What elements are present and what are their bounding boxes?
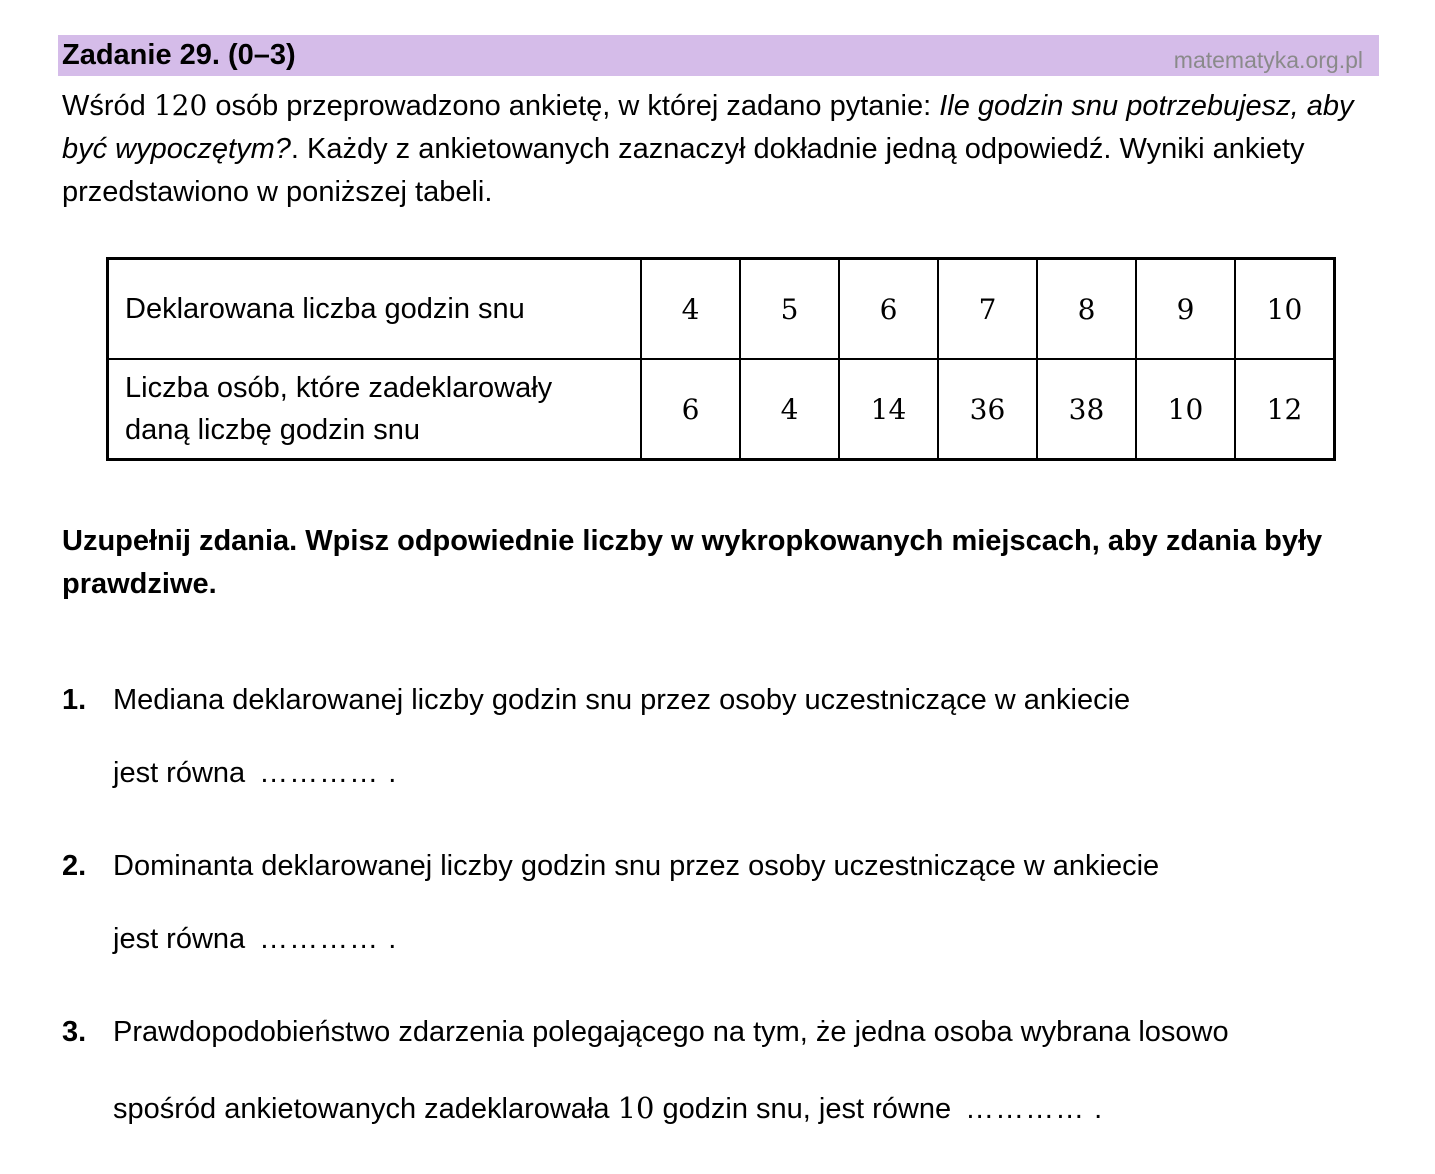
table-cell-count: 38 <box>1037 359 1136 460</box>
table-cell-hours: 10 <box>1235 259 1335 360</box>
table-cell-hours: 8 <box>1037 259 1136 360</box>
table-cell-count: 12 <box>1235 359 1335 460</box>
row-label-counts-line2: daną liczbę godzin snu <box>125 414 421 446</box>
item-1-line2 <box>113 753 397 793</box>
intro-count: 120 <box>153 89 208 122</box>
item-3-line1: Prawdopodobieństwo zdarzenia polegającego na tym, że jedna osoba wybrana losowo <box>113 1016 1229 1048</box>
site-watermark: matematyka.org.pl <box>1173 47 1363 73</box>
table-row-counts <box>108 359 1335 460</box>
answer-blank-2[interactable]: ………… . <box>259 923 398 955</box>
survey-question: Ile godzin snu potrzebujesz, aby być wypoczętym? <box>62 90 1354 165</box>
row-label-hours: Deklarowana liczba godzin snu <box>108 259 642 360</box>
item-2-line2 <box>113 919 397 959</box>
item-2-line1: Dominanta deklarowanej liczby godzin snu przez osoby uczestniczące w ankiecie <box>113 850 1160 882</box>
item-number: 2. <box>62 850 87 882</box>
intro-text-2: osób przeprowadzono ankietę, w której zadano pytanie: <box>207 90 940 122</box>
item-3-text-2: godzin snu, jest równe <box>654 1093 952 1125</box>
item-3-line2 <box>113 1088 1103 1129</box>
table-cell-count: 36 <box>938 359 1037 460</box>
table-cell-hours: 9 <box>1136 259 1235 360</box>
answer-blank-3[interactable]: ………… . <box>965 1093 1104 1125</box>
item-3-text-1: spośród ankietowanych zadeklarowała <box>113 1093 618 1125</box>
item-number: 3. <box>62 1016 87 1048</box>
table-row-hours <box>108 259 1335 360</box>
table-cell-hours: 7 <box>938 259 1037 360</box>
row-label-counts <box>108 359 642 460</box>
table-cell-count: 6 <box>641 359 740 460</box>
item-2-text: jest równa <box>113 923 246 955</box>
table-cell-count: 4 <box>740 359 839 460</box>
table-cell-hours: 6 <box>839 259 938 360</box>
survey-results-table <box>106 257 1336 461</box>
table-cell-hours: 5 <box>740 259 839 360</box>
item-1-text: jest równa <box>113 757 246 789</box>
intro-text-3: . Każdy z ankietowanych zaznaczył dokładnie jedną odpowiedź. Wyniki ankiety przedstawiono w poniższej tabeli. <box>62 133 1305 208</box>
task-intro <box>62 84 1362 214</box>
item-3-number: 10 <box>617 1091 655 1125</box>
item-number: 1. <box>62 684 87 716</box>
task-header <box>58 35 1379 76</box>
table-cell-count: 10 <box>1136 359 1235 460</box>
intro-text-1: Wśród <box>62 90 154 122</box>
table-cell-hours: 4 <box>641 259 740 360</box>
answer-blank-1[interactable]: ………… . <box>259 757 398 789</box>
row-label-counts-line1: Liczba osób, które zadeklarowały <box>125 372 553 404</box>
task-title: Zadanie 29. (0–3) <box>62 39 296 71</box>
item-1-line1: Mediana deklarowanej liczby godzin snu przez osoby uczestniczące w ankiecie <box>113 684 1131 716</box>
task-instruction: Uzupełnij zdania. Wpisz odpowiednie liczby w wykropkowanych miejscach, aby zdania były prawdziwe. <box>62 525 1323 600</box>
table-cell-count: 14 <box>839 359 938 460</box>
